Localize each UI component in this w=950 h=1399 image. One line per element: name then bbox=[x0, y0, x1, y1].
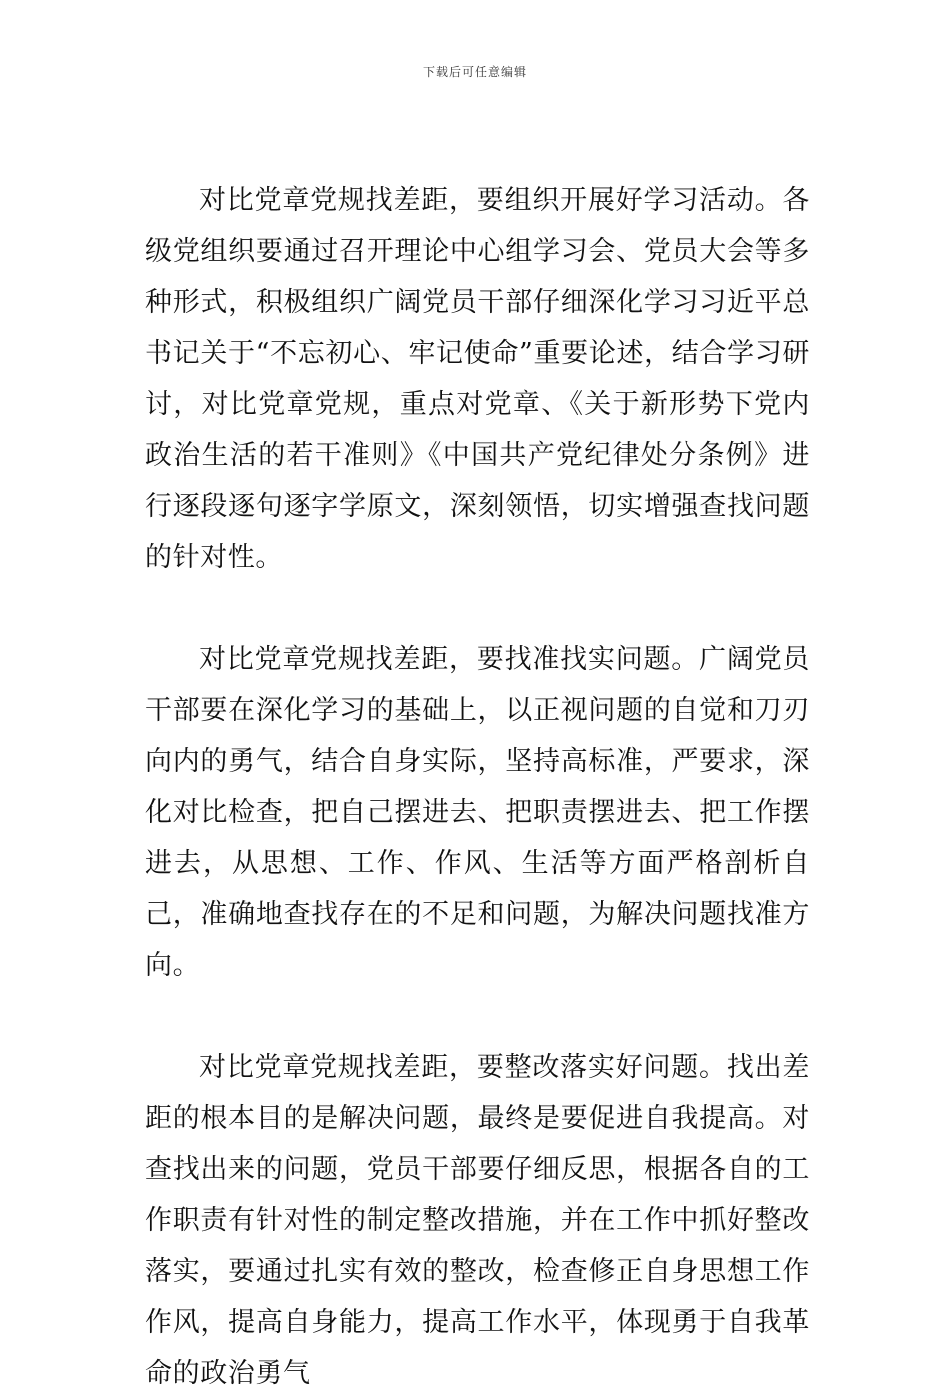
paragraph-rectification: 对比党章党规找差距，要整改落实好问题。找出差距的根本目的是解决问题，最终是要促进自我提高。对查找出来的问题，党员干部要仔细反思，根据各自的工作职责有针对性的制定整改措施，并在工作中抓好整改落实，要通过扎实有效的整改，检查修正自身思想工作作风，提高自身能力，提高工作水平，体现勇于自我革命的政治勇气 bbox=[145, 1052, 810, 1389]
paragraph-study-activities: 对比党章党规找差距，要组织开展好学习活动。各级党组织要通过召开理论中心组学习会、党员大会等多种形式，积极组织广阔党员干部仔细深化学习习近平总书记关于“不忘初心、牢记使命”重要论述，结合学习研讨，对比党章党规，重点对党章、《关于新形势下党内政治生活的若干准则》《中国共产党纪律处分条例》进行逐段逐句逐字学原文，深刻领悟，切实增强查找问题的针对性。 bbox=[145, 185, 810, 573]
header-note: 下载后可任意编辑 bbox=[422, 65, 527, 79]
document-body bbox=[145, 175, 810, 1399]
paragraph-identify-problems: 对比党章党规找差距，要找准找实问题。广阔党员干部要在深化学习的基础上，以正视问题的自觉和刀刃向内的勇气，结合自身实际，坚持高标准，严要求，深化对比检查，把自己摆进去、把职责摆进去、把工作摆进去，从思想、工作、作风、生活等方面严格剖析自己，准确地查找存在的不足和问题，为解决问题找准方向。 bbox=[145, 644, 810, 981]
